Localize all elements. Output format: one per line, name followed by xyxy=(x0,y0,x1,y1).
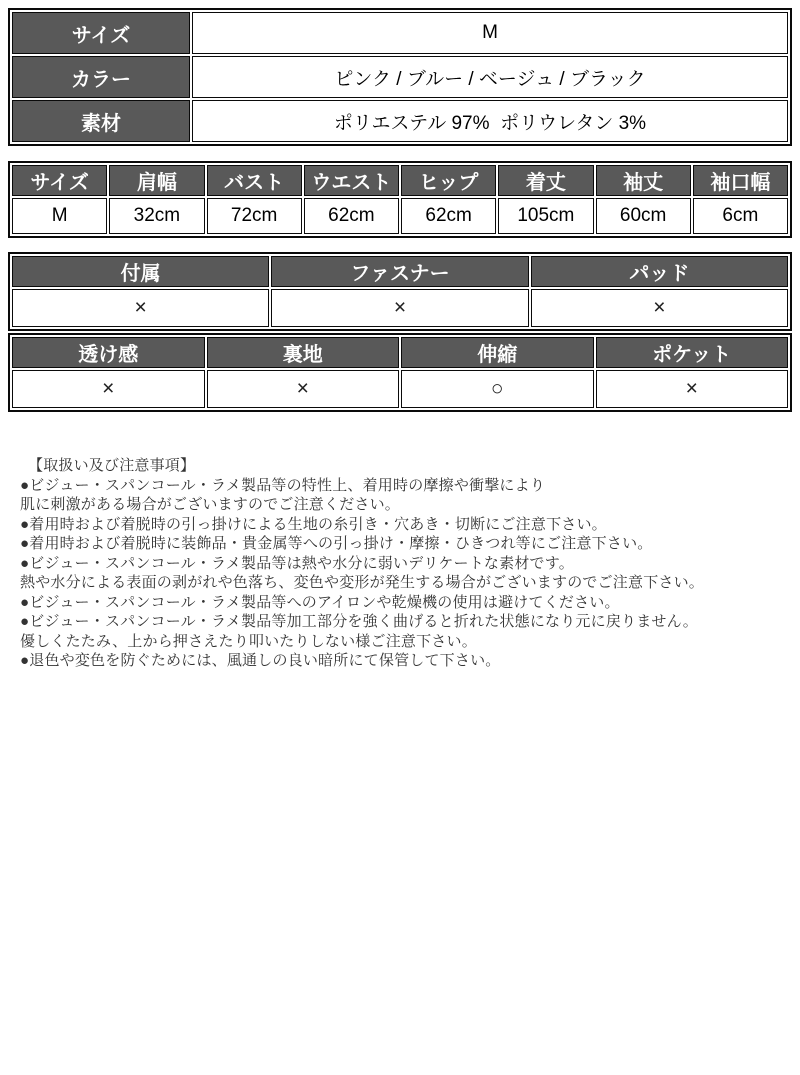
care-notes-title: 【取扱い及び注意事項】 xyxy=(28,457,196,474)
care-note-line: ●着用時および着脱時の引っ掛けによる生地の糸引き・穴あき・切断にご注意下さい。 xyxy=(20,515,607,533)
meas-header-size: サイズ xyxy=(12,165,107,196)
care-note-line: 肌に刺激がある場合がございますのでご注意ください。 xyxy=(20,496,401,513)
features1-value-row xyxy=(12,289,788,327)
measurements-header-row xyxy=(12,165,788,196)
feat-value-stretch: ○ xyxy=(401,370,594,408)
meas-header-sleeve: 袖丈 xyxy=(596,165,691,196)
features2-header-row xyxy=(12,337,788,368)
care-note-line: ●着用時および着脱時に装飾品・貴金属等への引っ掛け・摩擦・ひきつれ等にご注意下さい。 xyxy=(20,535,653,552)
feat-header-sheer: 透け感 xyxy=(12,337,205,368)
meas-value-waist: 62cm xyxy=(304,198,399,234)
care-note-line: ●ビジュー・スパンコール・ラメ製品等の特性上、着用時の摩擦や衝撃により xyxy=(20,476,546,494)
meas-value-sleeve: 60cm xyxy=(596,198,691,234)
care-note-line: ●ビジュー・スパンコール・ラメ製品等へのアイロンや乾燥機の使用は避けてください。 xyxy=(20,593,620,611)
care-note-line: 優しくたたみ、上から押さえたり叩いたりしない様ご注意下さい。 xyxy=(20,632,477,650)
spec-value-material: ポリエステル 97% ポリウレタン 3% xyxy=(192,100,788,142)
feat-value-lining: × xyxy=(207,370,400,408)
features-table-1 xyxy=(8,252,792,331)
feat-value-accessory: × xyxy=(12,289,269,327)
feat-header-pocket: ポケット xyxy=(596,337,789,368)
spec-row-color xyxy=(12,56,788,98)
product-spec-page xyxy=(0,8,800,1075)
meas-header-length: 着丈 xyxy=(498,165,593,196)
meas-header-bust: バスト xyxy=(207,165,302,196)
spec-table xyxy=(8,8,792,146)
spec-label-color: カラー xyxy=(12,56,190,98)
spec-row-material xyxy=(12,100,788,142)
meas-value-hip: 62cm xyxy=(401,198,496,234)
feat-value-pad: × xyxy=(531,289,788,327)
meas-value-shoulder: 32cm xyxy=(109,198,204,234)
feat-header-pad: パッド xyxy=(531,256,788,287)
measurements-table xyxy=(8,161,792,238)
meas-header-waist: ウエスト xyxy=(304,165,399,196)
meas-value-bust: 72cm xyxy=(207,198,302,234)
feat-header-stretch: 伸縮 xyxy=(401,337,594,368)
measurements-value-row xyxy=(12,198,788,234)
meas-value-cuff: 6cm xyxy=(693,198,788,234)
feat-value-sheer: × xyxy=(12,370,205,408)
meas-value-length: 105cm xyxy=(498,198,593,234)
feat-value-fastener: × xyxy=(271,289,528,327)
feat-header-fastener: ファスナー xyxy=(271,256,528,287)
spec-label-size: サイズ xyxy=(12,12,190,54)
care-note-line: ●ビジュー・スパンコール・ラメ製品等は熱や水分に弱いデリケートな素材です。 xyxy=(20,554,574,572)
feat-value-pocket: × xyxy=(596,370,789,408)
care-notes xyxy=(20,456,786,671)
care-note-line: 熱や水分による表面の剥がれや色落ち、変色や変形が発生する場合がございますのでご注意下さい。 xyxy=(20,574,705,591)
care-note-line: ●ビジュー・スパンコール・ラメ製品等加工部分を強く曲げると折れた状態になり元に戻りません。 xyxy=(20,613,698,630)
spec-row-size xyxy=(12,12,788,54)
feat-header-lining: 裏地 xyxy=(207,337,400,368)
features-table-2 xyxy=(8,333,792,412)
spec-label-material: 素材 xyxy=(12,100,190,142)
spec-value-size: M xyxy=(192,12,788,54)
meas-header-cuff: 袖口幅 xyxy=(693,165,788,196)
meas-value-size: M xyxy=(12,198,107,234)
care-note-line: ●退色や変色を防ぐためには、風通しの良い暗所にて保管して下さい。 xyxy=(20,652,501,669)
meas-header-hip: ヒップ xyxy=(401,165,496,196)
feat-header-accessory: 付属 xyxy=(12,256,269,287)
spec-value-color: ピンク / ブルー / ベージュ / ブラック xyxy=(192,56,788,98)
meas-header-shoulder: 肩幅 xyxy=(109,165,204,196)
features2-value-row xyxy=(12,370,788,408)
features1-header-row xyxy=(12,256,788,287)
